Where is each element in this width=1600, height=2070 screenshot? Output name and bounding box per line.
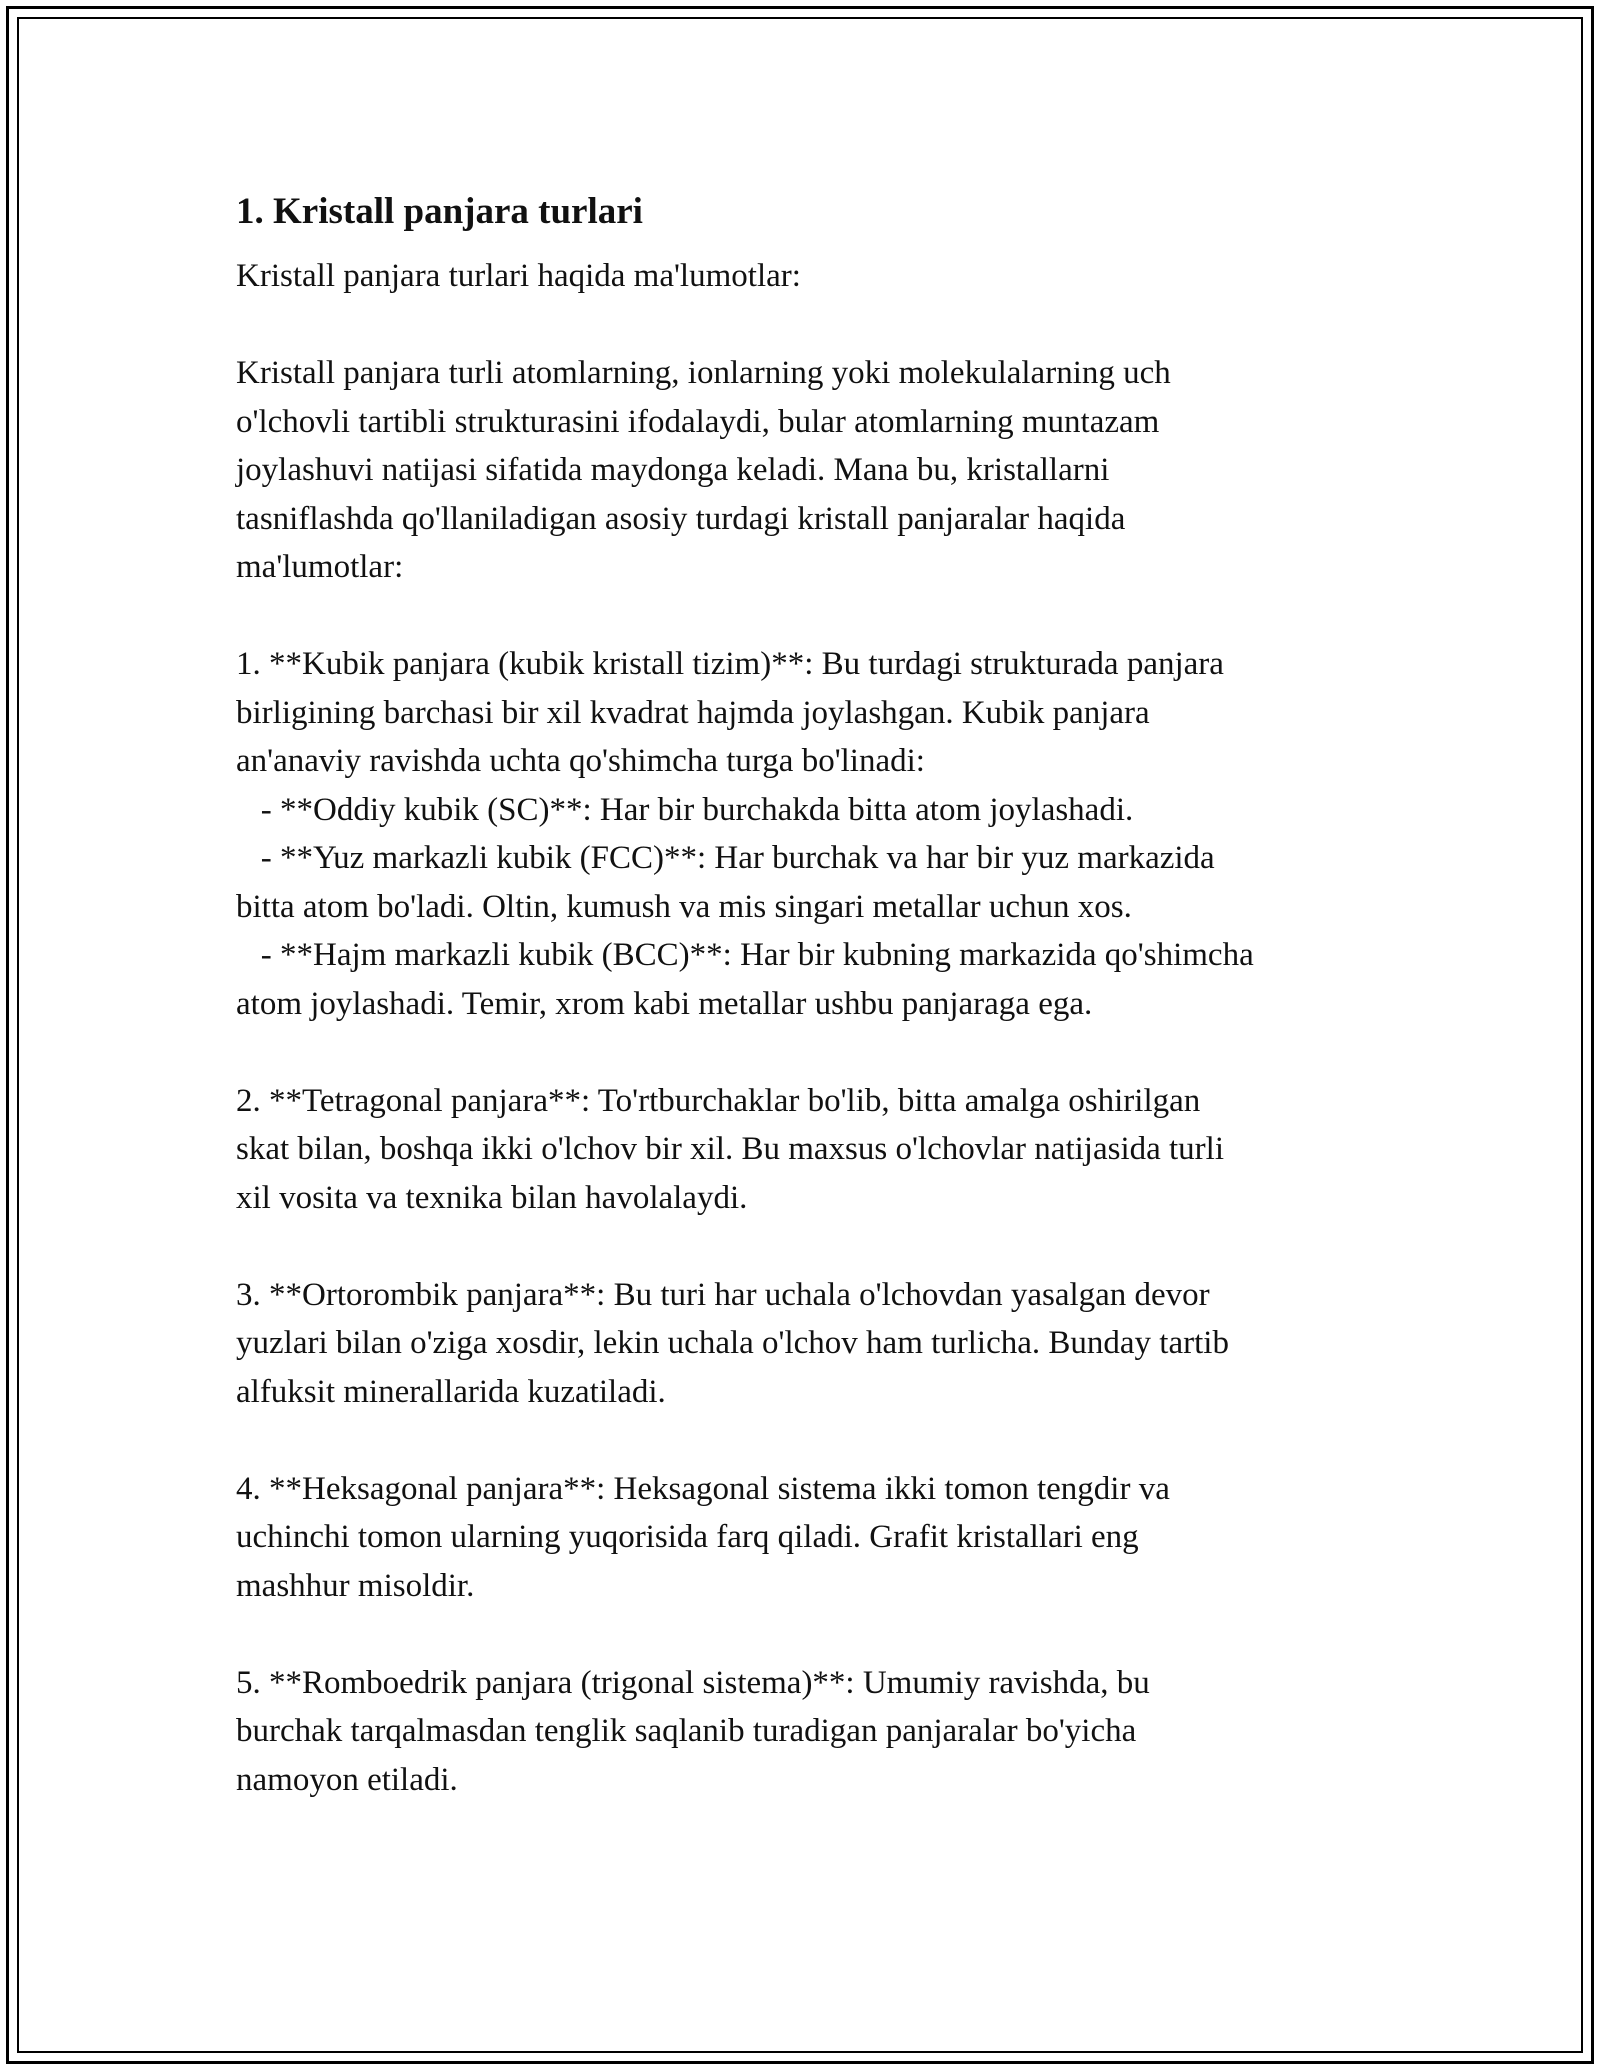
document-heading: 1. Kristall panjara turlari [236, 191, 643, 232]
document-content [236, 186, 1386, 1804]
document-body: Kristall panjara turlari haqida ma'lumotlar: Kristall panjara turli atomlarning, ionlarning yoki molekulalarning uch o'lchovli tartibli strukturasini ifodalaydi, bular atomlarning muntazam joylashuvi natijasi sifatida maydonga keladi. Mana bu, kristallarni tasniflashda qo'llaniladigan asosiy turdagi kristall panjaralar haqida ma'lumotlar: 1. **Kubik panjara (kubik kristall tizim)**: Bu turdagi strukturada panjara birligining barchasi bir xil kvadrat hajmda joylashgan. Kubik panjara an'anaviy ravishda uchta qo'shimcha turga bo'linadi: - **Oddiy kubik (SC)**: Har bir burchakda bitta atom joylashadi. - **Yuz markazli kubik (FCC)**: Har burchak va har bir yuz markazida bitta atom bo'ladi. Oltin, kumush va mis singari metallar uchun xos. - **Hajm markazli kubik (BCC)**: Har bir kubning markazida qo'shimcha atom joylashadi. Temir, xrom kabi metallar ushbu panjaraga ega. 2. **Tetragonal panjara**: To'rtburchaklar bo'lib, bitta amalga oshirilgan skat bilan, boshqa ikki o'lchov bir xil. Bu maxsus o'lchovlar natijasida turli xil vosita va texnika bilan havolalaydi. 3. **Ortorombik panjara**: Bu turi har uchala o'lchovdan yasalgan devor yuzlari bilan o'ziga xosdir, lekin uchala o'lchov ham turlicha. Bunday tartib alfuksit minerallarida kuzatiladi. 4. **Heksagonal panjara**: Heksagonal sistema ikki tomon tengdir va uchinchi tomon ularning yuqorisida farq qiladi. Grafit kristallari eng mashhur misoldir. 5. **Romboedrik panjara (trigonal sistema)**: Umumiy ravishda, bu burchak tarqalmasdan tenglik saqlanib turadigan panjaralar bo'yicha namoyon etiladi. [236, 258, 1254, 1798]
